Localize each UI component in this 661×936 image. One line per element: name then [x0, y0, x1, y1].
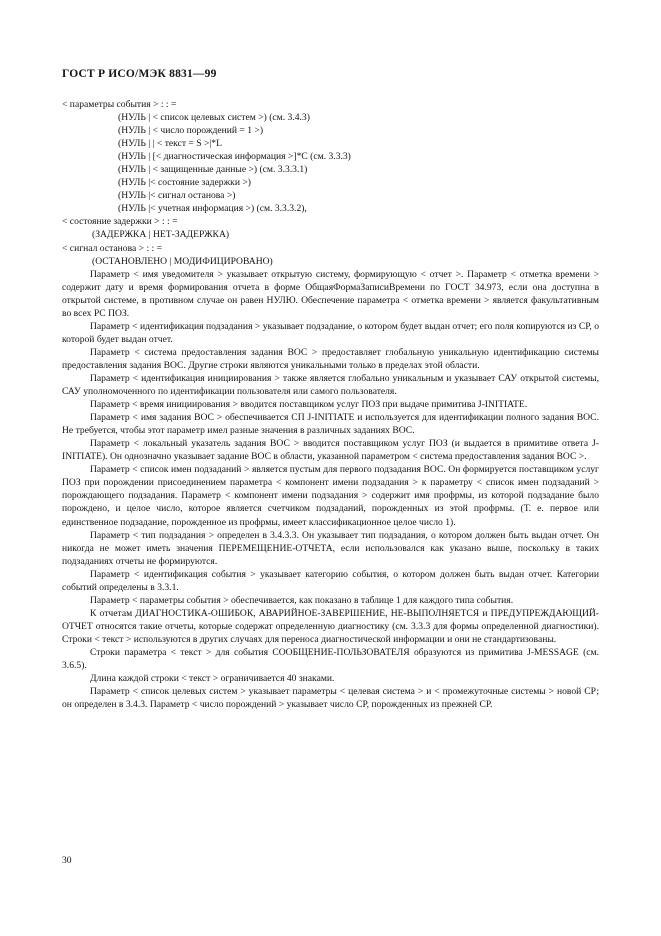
grammar-line: (НУЛЬ | < список целевых систем >) (см. 3.4.3): [118, 112, 310, 124]
grammar-line: (НУЛЬ | | < текст = S >|*L: [118, 138, 222, 150]
grammar-line: (НУЛЬ |< состояние задержки >): [118, 177, 251, 189]
paragraph: Параметр < идентификация подзадания > указывает подзадание, о котором будет выдан отчет; его поля копируются из СР, о которой будет выдан отчет.: [62, 320, 599, 345]
grammar-line: (НУЛЬ | [< диагностическая информация >]*C (см. 3.3.3): [118, 151, 351, 163]
page-number: 30: [62, 855, 72, 866]
paragraph: Параметр < имя уведомителя > указывает открытую систему, формирующую < отчет >. Параметр < отметка времени > содержит дату и время формирования отчета в форме ОбщаяФормаЗаписиВремени по ГОСТ 34.973, если она доступна в открытой системе, в противном случае он равен НУЛЮ. Обеспечение параметра < отметка времени > является факультативным во всех РС ПОЗ.: [62, 268, 599, 319]
paragraph: К отчетам ДИАГНОСТИКА-ОШИБОК, АВАРИЙНОЕ-ЗАВЕРШЕНИЕ, НЕ-ВЫПОЛНЯЕТСЯ и ПРЕДУПРЕЖДАЮЩИЙ-ОТЧЕТ относятся такие отчеты, которые содержат определенную диагностику (см. 3.3.3 для формы определенной диагностики). Строки < текст > используются в других случаях для переноса диагностической информации и они не стандартизованы.: [62, 607, 599, 645]
grammar-line: (НУЛЬ | < число порождений = 1 >): [118, 125, 264, 137]
paragraph: Параметр < параметры события > обеспечивается, как показано в таблице 1 для каждого типа события.: [90, 594, 514, 606]
paragraph: Параметр < идентификация инициирования > также является глобально уникальным и указывает САУ открытой системы, САУ уполномоченного по идентификации пользователя или самого пользователя.: [62, 372, 599, 398]
paragraph: Параметр < локальный указатель задания ВОС > вводится поставщиком услуг ПОЗ (и выдается в примитиве ответа J-INITIATE). Он однозначно указывает задание ВОС в области, указанной параметром < система предоставления задания ВОС >.: [62, 438, 599, 463]
grammar-line: < состояние задержки > : : =: [62, 216, 178, 228]
grammar-line: (ОСТАНОВЛЕНО | МОДИФИЦИРОВАНО): [92, 255, 273, 267]
grammar-line: < сигнал останова > : : =: [62, 242, 162, 254]
grammar-line: < параметры события > : : =: [62, 99, 177, 110]
grammar-line: (НУЛЬ |< сигнал останова >): [118, 190, 236, 202]
paragraph: Строки параметра < текст > для события СООБЩЕНИЕ-ПОЛЬЗОВАТЕЛЯ образуются из примитива J-MESSAGE (см. 3.6.5).: [62, 646, 599, 672]
paragraph: Параметр < идентификация события > указывает категорию события, о котором должен быть выдан отчет. Категории событий определены в 3.3.1.: [62, 568, 599, 593]
paragraph: Параметр < список целевых систем > указывает параметры < целевая система > и < промежуточные системы > новой СР; он определен в 3.4.3. Параметр < число порождений > указывает число СР, порожденных из прежней СР.: [62, 686, 599, 711]
grammar-line: (НУЛЬ |< учетная информация >) (см. 3.3.3.2),: [118, 203, 307, 215]
paragraph: Параметр < имя задания ВОС > обеспечивается СП J-INITIATE и используется для идентификации полного задания ВОС. Не требуется, чтобы этот параметр имел разные значения в различных заданиях ВОС.: [62, 412, 599, 437]
paragraph: Длина каждой строки < текст > ограничивается 40 знаками.: [90, 673, 335, 685]
grammar-line: (ЗАДЕРЖКА | НЕТ-ЗАДЕРЖКА): [92, 229, 230, 241]
document-header: ГОСТ Р ИСО/МЭК 8831—99: [62, 68, 217, 80]
paragraph: Параметр < список имен подзаданий > является пустым для первого подзадания ВОС. Он формируется поставщиком услуг ПОЗ при порождении присоединением параметра < компонент имени подзадания > к параметру < список имен подзаданий > порождающего подзадания. Параметр < компонент имени подзадания > содержит имя профрмы, из которой подзадание было порождено, и целое число, которое является счетчиком подзаданий, порожденных из этой профрмы. (Т. е. первое или единственное подзадание, порожденное из профрмы, имеет классификационное целое число 1).: [62, 464, 599, 528]
document-body: [62, 98, 599, 711]
grammar-line: (НУЛЬ | < защищенные данные >) (см. 3.3.3.1): [118, 164, 308, 176]
paragraph: Параметр < тип подзадания > определен в 3.4.3.3. Он указывает тип подзадания, о котором должен быть выдан отчет. Он никогда не может иметь значения ПЕРЕМЕЩЕНИЕ-ОТЧЕТА, если использовался как указано выше, поскольку в таких подзаданиях отчеты не формируются.: [62, 529, 599, 567]
paragraph: Параметр < система предоставления задания ВОС > предоставляет глобальную уникальную идентификацию системы предоставления задания ВОС. Другие строки являются уникальными только в пределах этой области.: [62, 346, 599, 371]
paragraph: Параметр < время инициирования > вводится поставщиком услуг ПОЗ при выдаче примитива J-INITIATE.: [90, 399, 528, 411]
